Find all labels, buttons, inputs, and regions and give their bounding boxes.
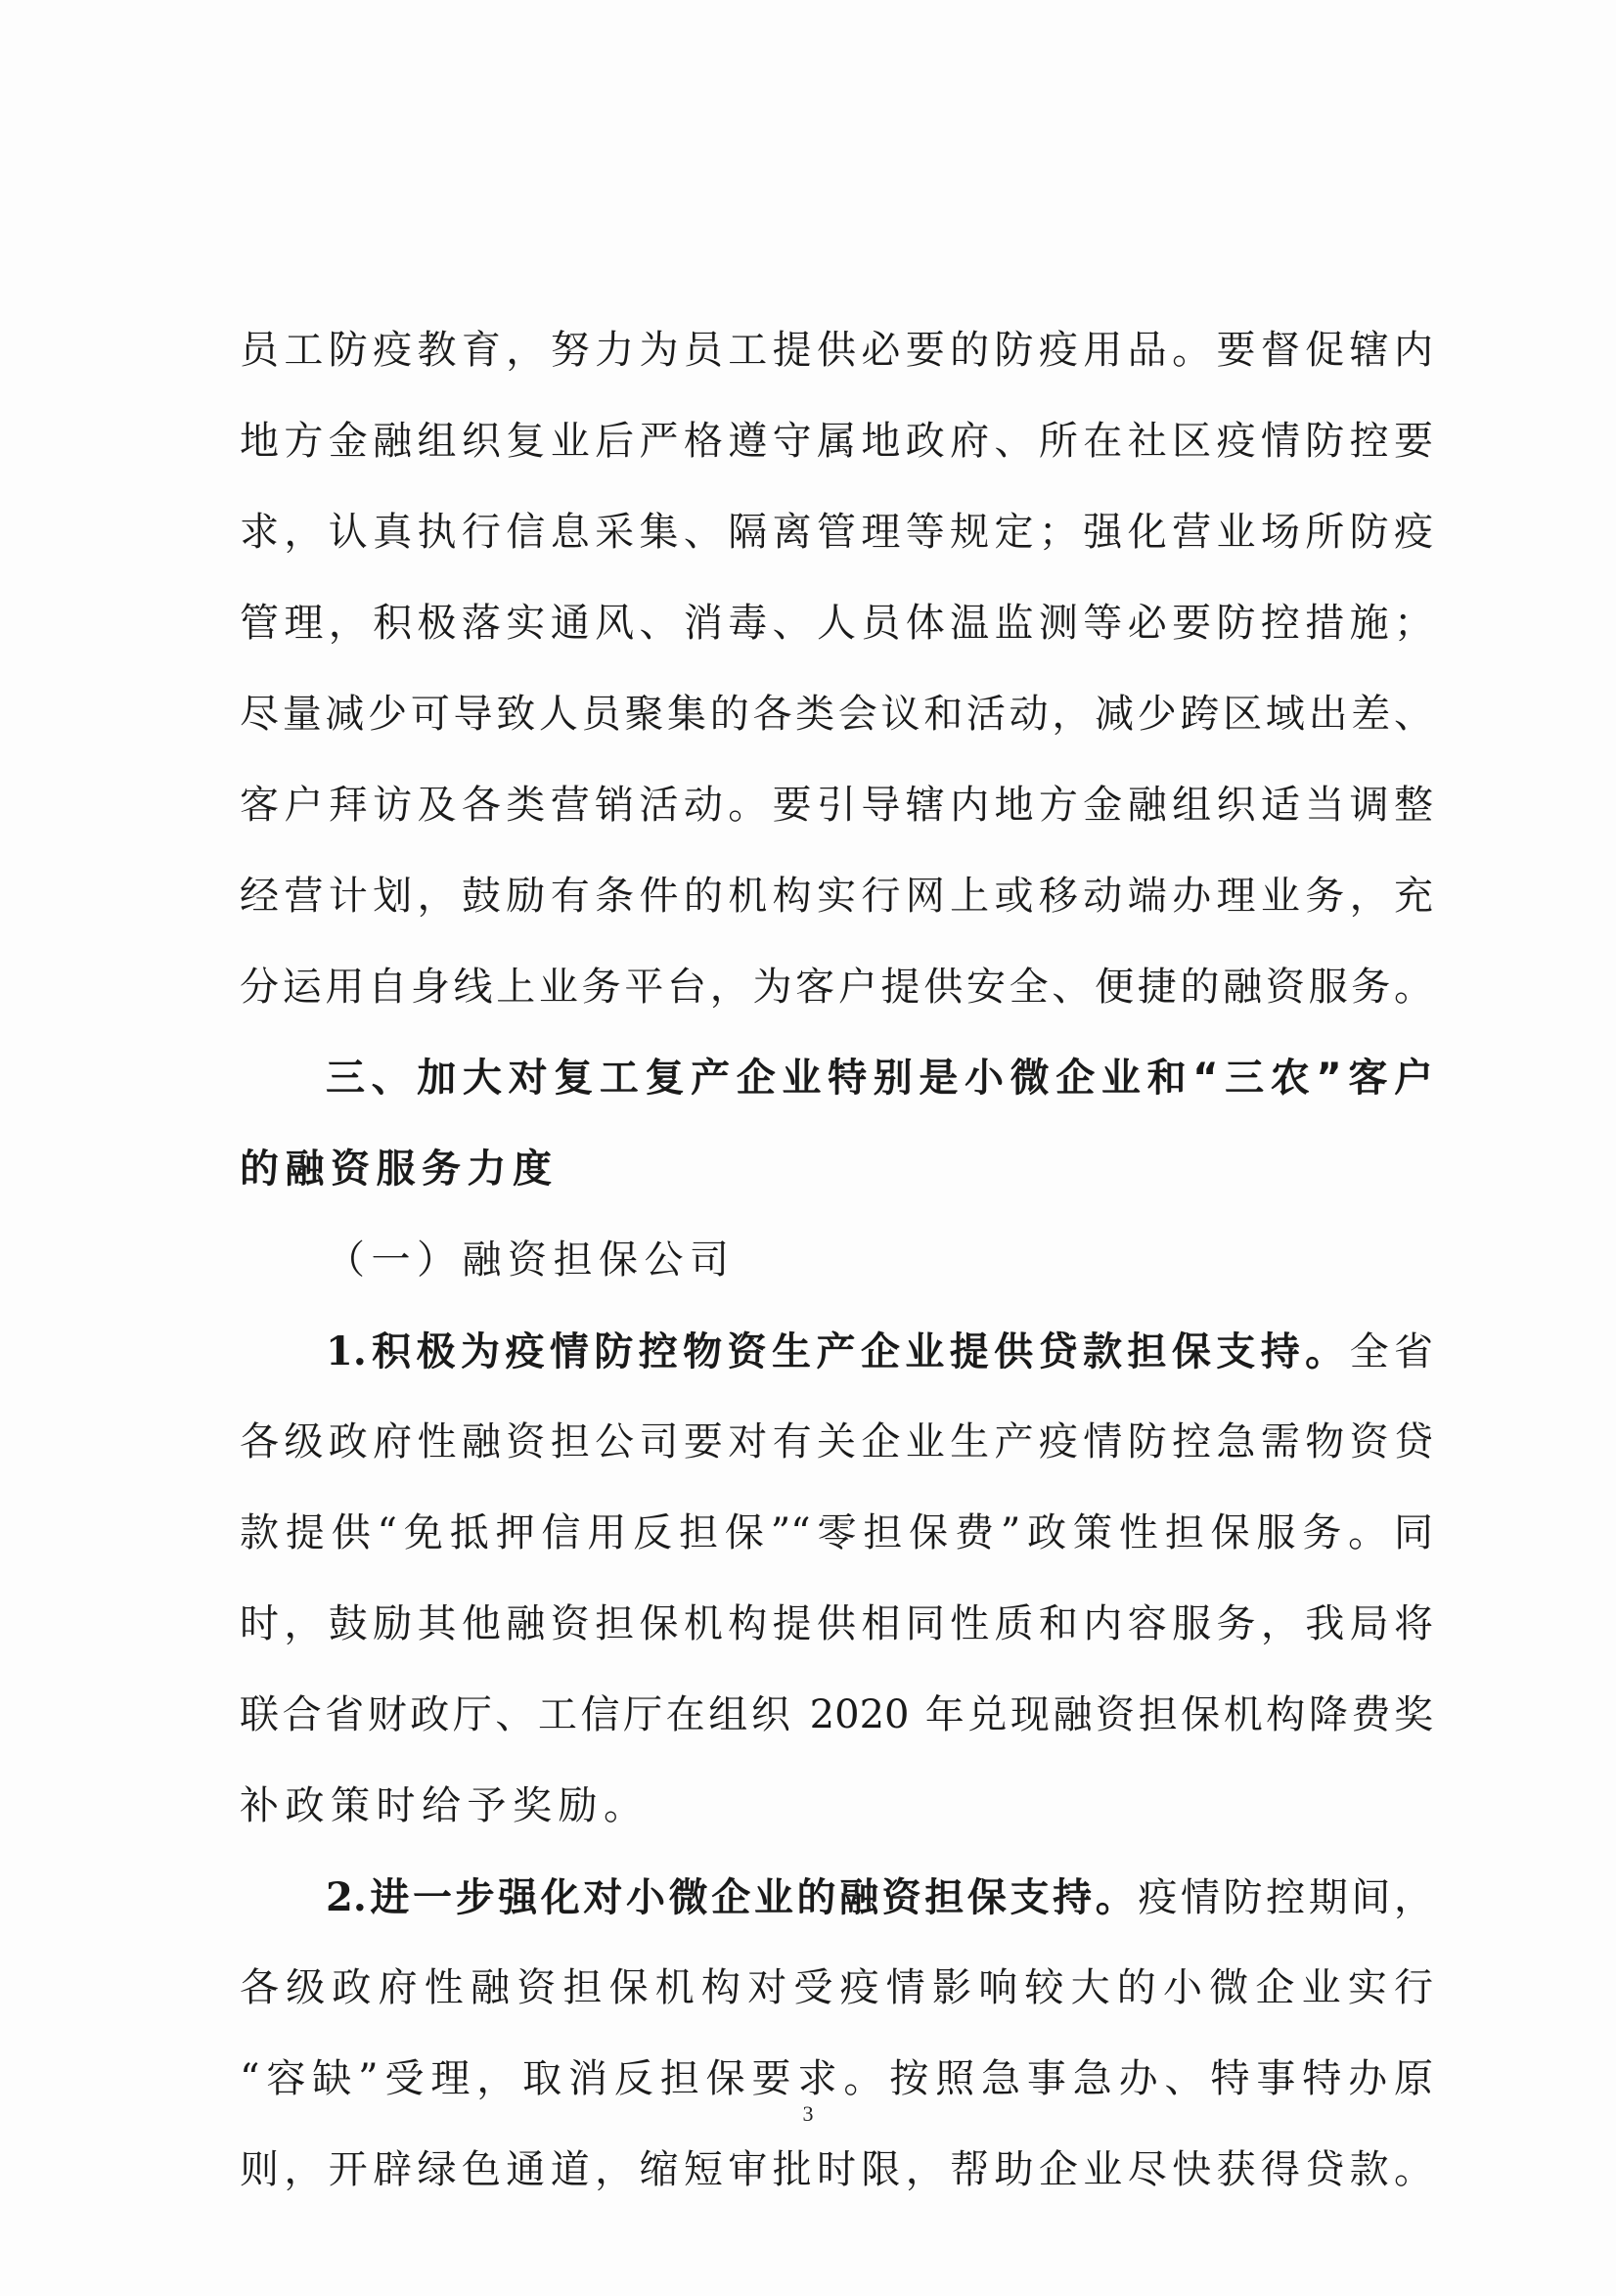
paragraph-line: 联合省财政厅、工信厅在组织 2020 年兑现融资担保机构降费奖 — [240, 1692, 1433, 1737]
paragraph-line: 管理，积极落实通风、消毒、人员体温监测等必要防控措施； — [240, 601, 1433, 646]
subsection-heading: （一）融资担保公司 — [326, 1238, 736, 1283]
item-1-bold-title: 1.积极为疫情防控物资生产企业提供贷款担保支持。 — [326, 1328, 1350, 1374]
section-heading-line-1: 三、加大对复工复产企业特别是小微企业和“三农”客户 — [326, 1056, 1433, 1101]
item-2-lead-line — [240, 1852, 1433, 1943]
paragraph-line: “容缺”受理，取消反担保要求。按照急事急办、特事特办原 — [240, 2056, 1433, 2101]
paragraph-line: 款提供“免抵押信用反担保”“零担保费”政策性担保服务。同 — [240, 1510, 1433, 1555]
page-number: 3 — [802, 2101, 814, 2126]
paragraph-line: 地方金融组织复业后严格遵守属地政府、所在社区疫情防控要 — [240, 419, 1433, 464]
paragraph-line: 分运用自身线上业务平台，为客户提供安全、便捷的融资服务。 — [240, 965, 1433, 1010]
paragraph-line: 求，认真执行信息采集、隔离管理等规定；强化营业场所防疫 — [240, 510, 1433, 555]
paragraph-line: 各级政府性融资担公司要对有关企业生产疫情防控急需物资贷 — [240, 1419, 1433, 1464]
paragraph-line: 经营计划，鼓励有条件的机构实行网上或移动端办理业务，充 — [240, 874, 1433, 919]
paragraph-line: 时，鼓励其他融资担保机构提供相同性质和内容服务，我局将 — [240, 1601, 1433, 1646]
item-1-lead-text: 全省 — [1349, 1329, 1434, 1374]
paragraph-line: 各级政府性融资担保机构对受疫情影响较大的小微企业实行 — [240, 1965, 1433, 2010]
paragraph-line: 则，开辟绿色通道，缩短审批时限，帮助企业尽快获得贷款。 — [240, 2147, 1433, 2192]
paragraph-line: 客户拜访及各类营销活动。要引导辖内地方金融组织适当调整 — [240, 783, 1433, 828]
paragraph-line: 员工防疫教育，努力为员工提供必要的防疫用品。要督促辖内 — [240, 328, 1433, 373]
item-1-lead-line — [240, 1306, 1433, 1397]
section-heading-line-2: 的融资服务力度 — [240, 1147, 559, 1192]
paragraph-line: 补政策时给予奖励。 — [240, 1783, 650, 1828]
item-2-bold-title: 2.进一步强化对小微企业的融资担保支持。 — [326, 1874, 1139, 1920]
paragraph-line: 尽量减少可导致人员聚集的各类会议和活动，减少跨区域出差、 — [240, 692, 1433, 737]
item-2-lead-text: 疫情防控期间， — [1138, 1875, 1433, 1920]
document-body — [240, 305, 1433, 2216]
